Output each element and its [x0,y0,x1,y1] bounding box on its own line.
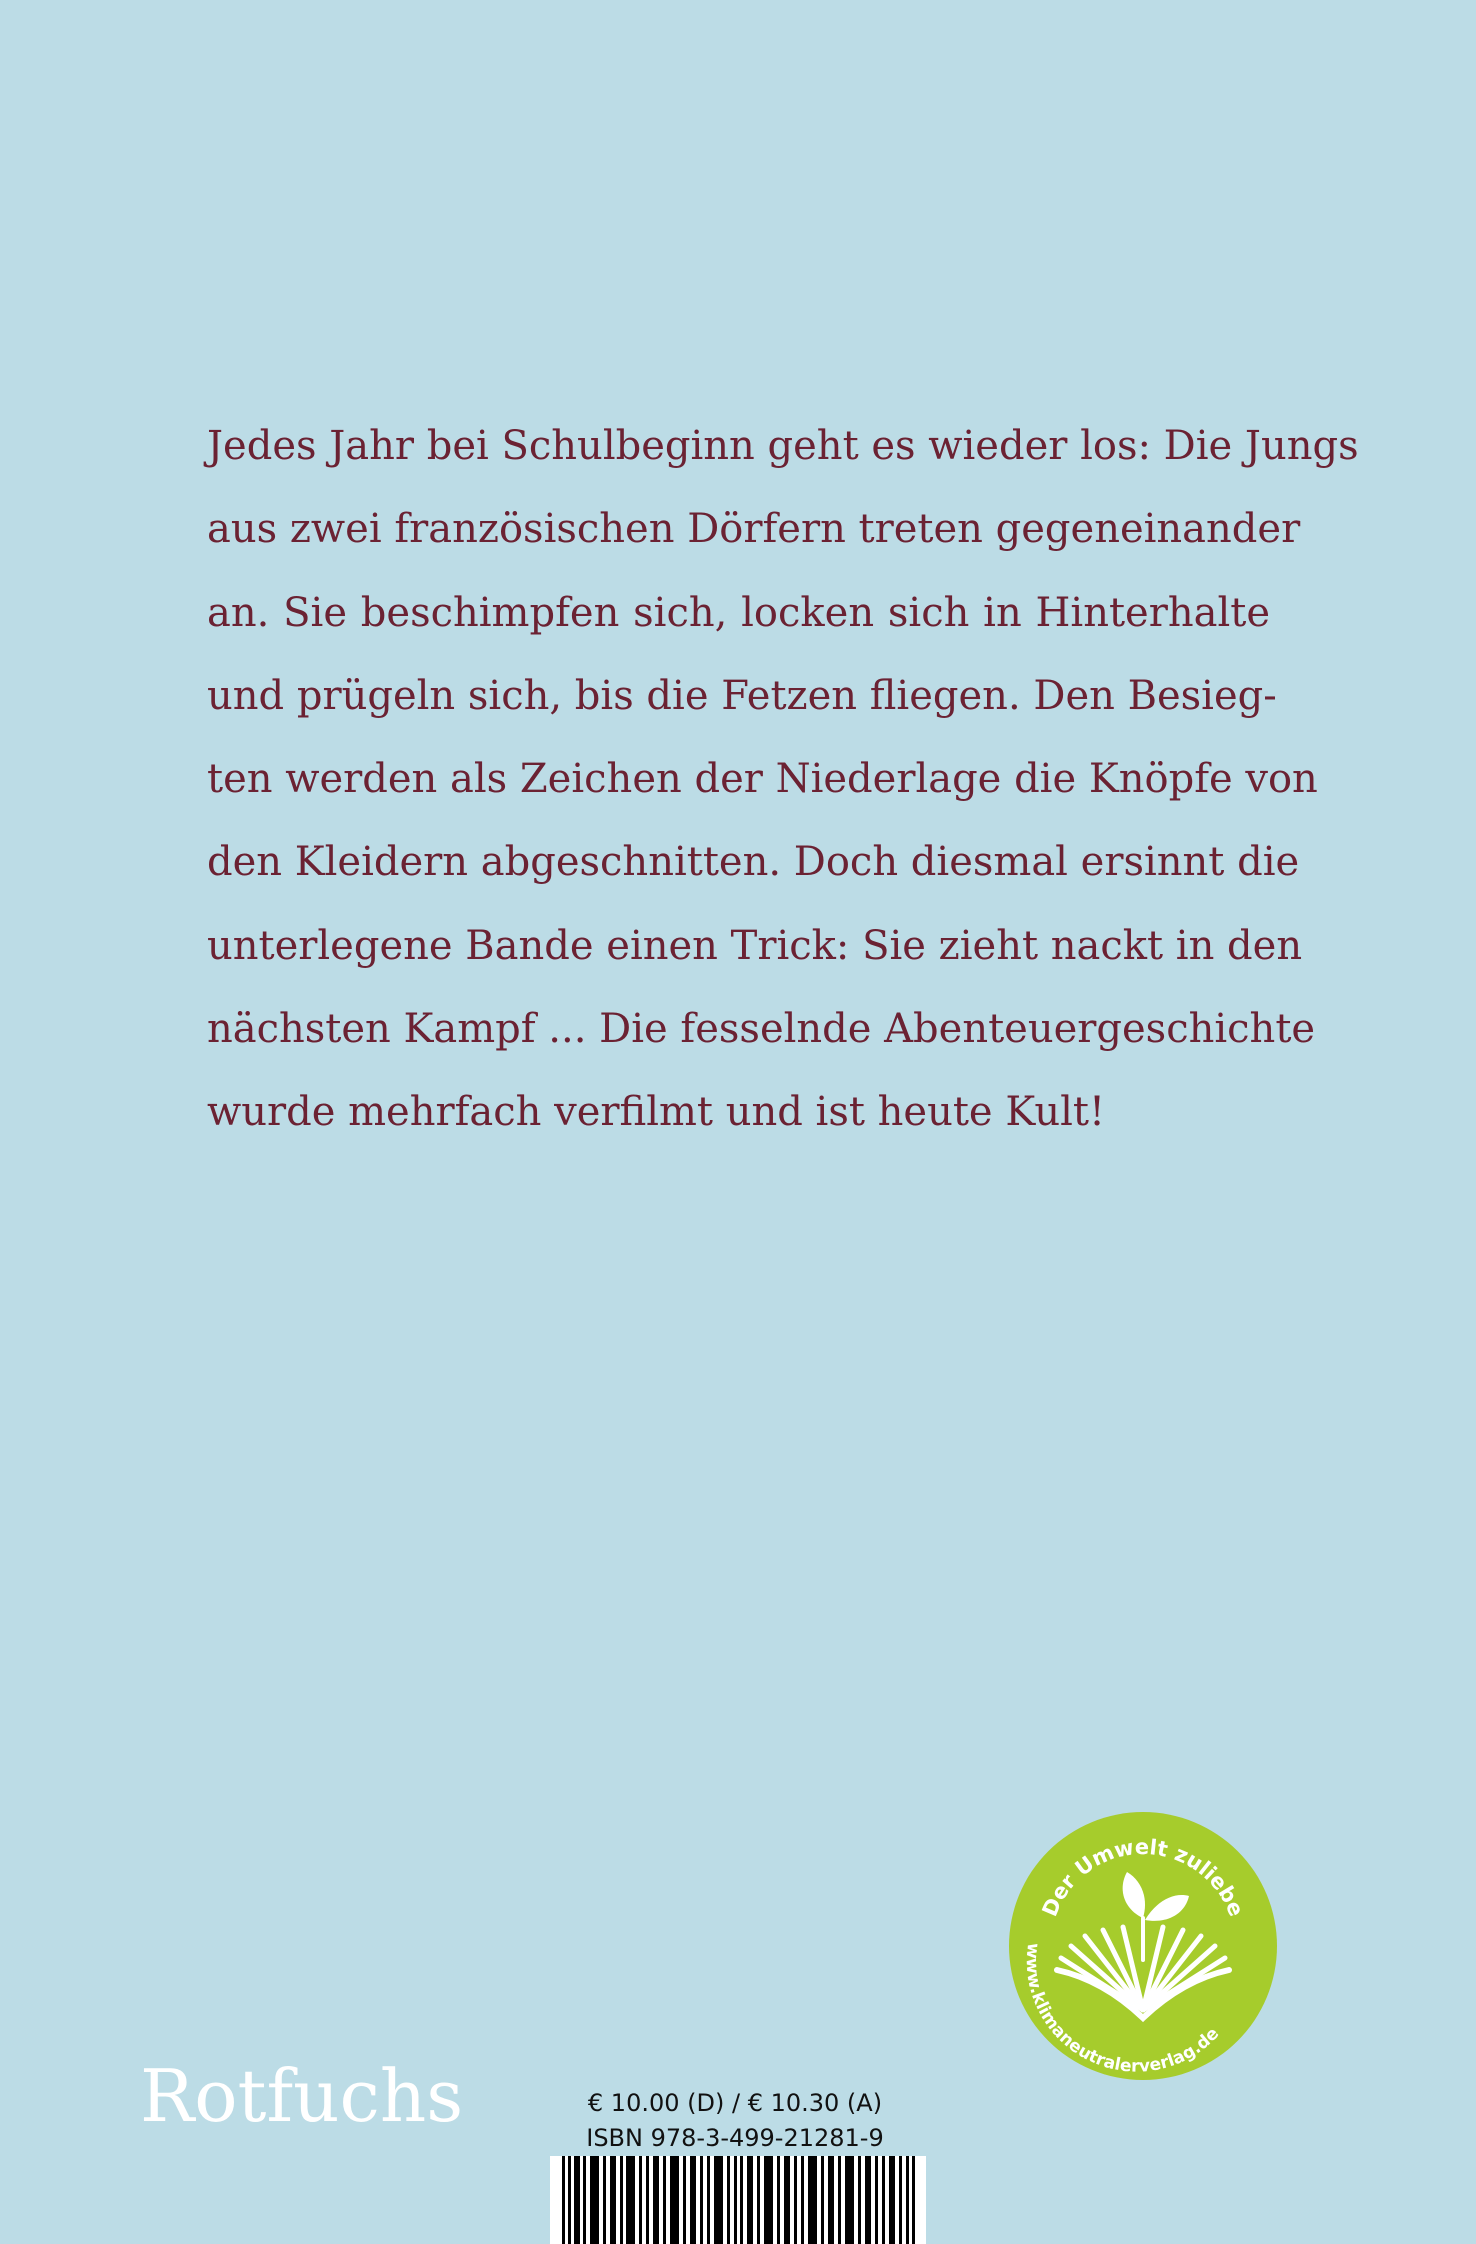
blurb-line: Jedes Jahr bei Schulbeginn geht es wieder los: Die Jungs [207,423,1359,469]
badge-bottom-text: www.klimaneutralerverlag.de [1021,1942,1224,2077]
isbn-label: ISBN 978-3-499-21281-9 [586,2124,884,2152]
badge-top-text: Der Umwelt zuliebe [1037,1834,1249,1920]
blurb-line: unterlegene Bande einen Trick: Sie zieht nackt in den [207,922,1303,969]
blurb-line: und prügeln sich, bis die Fetzen fliegen. Den Besieg- [207,672,1277,719]
blurb-line: an. Sie beschimpfen sich, locken sich in Hinterhalte [207,589,1270,636]
blurb-line: den Kleidern abgeschnitten. Doch diesmal ersinnt die [207,839,1300,886]
blurb-line: ten werden als Zeichen der Niederlage die Knöpfe von [207,756,1318,803]
eco-badge [1007,1810,1279,2082]
blurb-line: aus zwei französischen Dörfern treten gegeneinander [207,506,1301,553]
blurb-line: wurde mehrfach verfilmt und ist heute Kult! [207,1089,1106,1136]
publisher-logo: Rotfuchs [140,2054,464,2138]
price-label: € 10.00 (D) / € 10.30 (A) [587,2089,883,2117]
blurb-line: nächsten Kampf ... Die fesselnde Abenteuergeschichte [207,1006,1316,1053]
barcode [550,2156,926,2244]
blurb-text [207,405,1359,1155]
